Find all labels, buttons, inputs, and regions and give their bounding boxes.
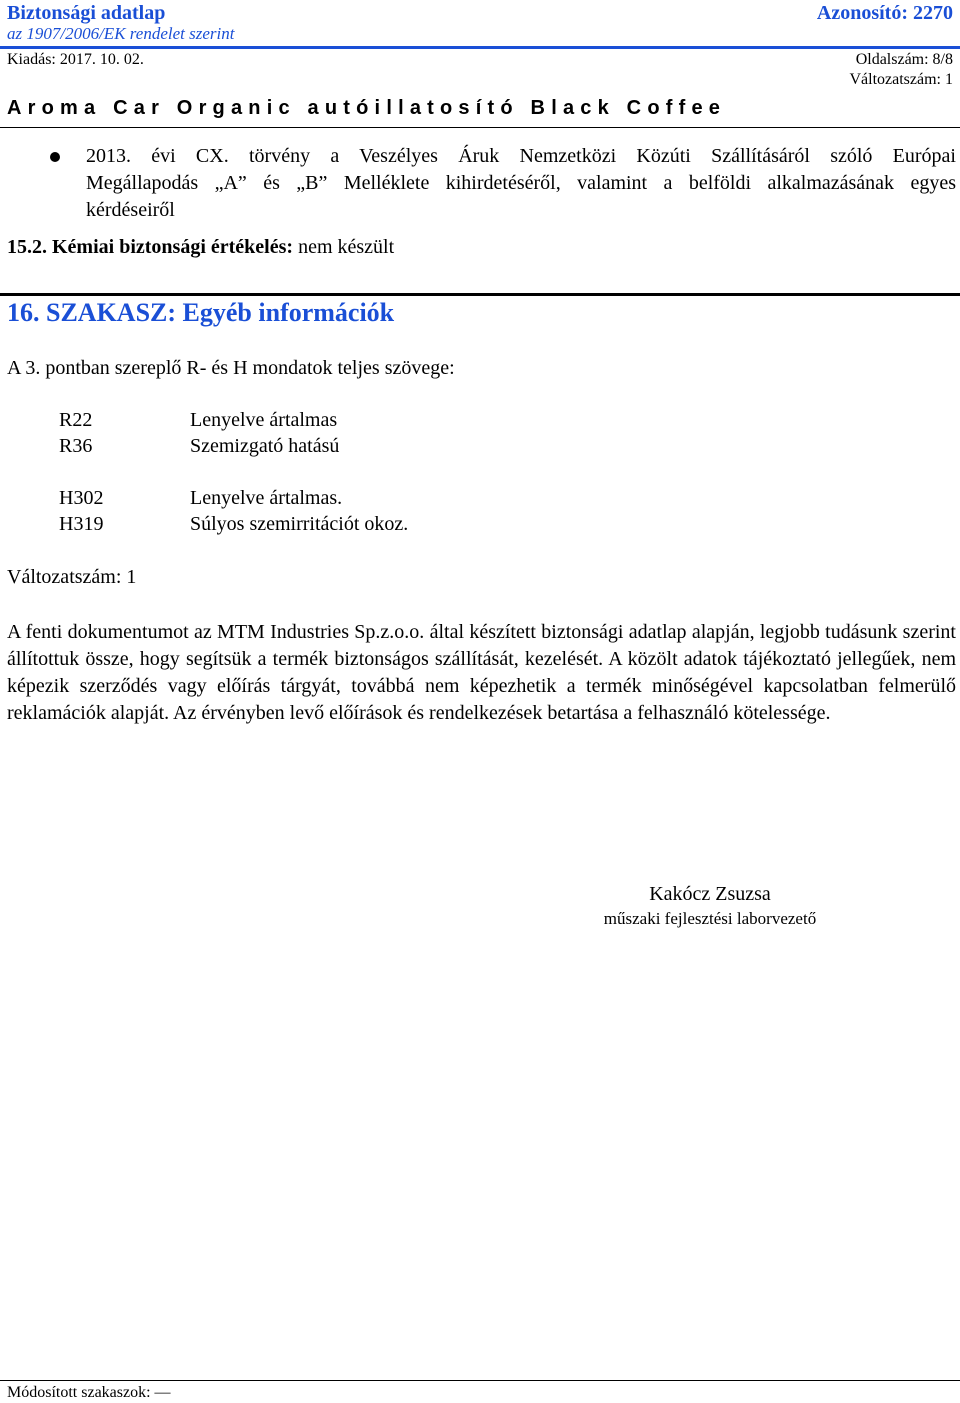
signatory-name: Kakócz Zsuzsa (649, 883, 771, 905)
legislation-line-3: kérdéseiről (86, 199, 175, 221)
product-divider (0, 127, 960, 128)
issue-date: Kiadás: 2017. 10. 02. (7, 51, 144, 68)
page-number: Oldalszám: 8/8 (855, 51, 953, 68)
document-title: Biztonsági adatlap (7, 2, 166, 24)
bullet-icon (50, 152, 60, 162)
section-version: Változatszám: 1 (7, 566, 137, 588)
legislation-line-1: 2013. évi CX. törvény a Veszélyes Áruk Nemzetközi Közúti Szállításáról szóló Európai (86, 145, 956, 167)
legislation-line-2: Megállapodás „A” és „B” Melléklete kihirdetéséről, valamint a belföldi alkalmazásának egyes (86, 172, 956, 194)
version-number: Változatszám: 1 (849, 71, 953, 88)
phrase-text: Súlyos szemirritációt okoz. (190, 513, 409, 535)
regulation-reference: az 1907/2006/EK rendelet szerint (7, 24, 235, 43)
phrases-intro: A 3. pontban szereplő R- és H mondatok teljes szövege: (7, 357, 455, 379)
chemical-safety-label: 15.2. Kémiai biztonsági értékelés: (7, 236, 294, 258)
phrase-text: Szemizgató hatású (190, 435, 340, 457)
chemical-safety-value: nem készült (293, 236, 395, 258)
document-identifier: Azonosító: 2270 (816, 2, 953, 24)
disclaimer-paragraph: A fenti dokumentumot az MTM Industries Sp.z.o.o. által készített biztonsági adatlap alapján, legjobb tudásunk szerint állítottuk össze, hogy segítsük a termék biztonságos szállítását, kezelését. A közölt adatok tájékoztató jellegűek, nem képezik szerződés vagy előírás tárgyát, továbbá nem képezhetik a termék minőségével kapcsolatban felmerülő reklamációk alapját. Az érvényben levő előírások és rendelkezések betartása a felhasználó kötelessége. (7, 621, 956, 724)
signatory-role: műszaki fejlesztési laborvezető (603, 909, 817, 928)
header-divider (0, 46, 960, 49)
chemical-safety-assessment (7, 236, 394, 259)
footer-divider (0, 1380, 960, 1381)
phrase-text: Lenyelve ártalmas. (190, 487, 343, 509)
phrase-text: Lenyelve ártalmas (190, 409, 338, 431)
phrase-code: H302 (59, 487, 104, 509)
product-name: Aroma Car Organic autóillatosító Black Coffee (7, 97, 727, 119)
phrase-code: R22 (59, 409, 93, 431)
modified-sections: Módosított szakaszok: — (7, 1384, 171, 1401)
phrase-code: R36 (59, 435, 93, 457)
phrase-code: H319 (59, 513, 104, 535)
section-16-title: 16. SZAKASZ: Egyéb információk (7, 298, 395, 327)
section-divider (0, 293, 960, 296)
